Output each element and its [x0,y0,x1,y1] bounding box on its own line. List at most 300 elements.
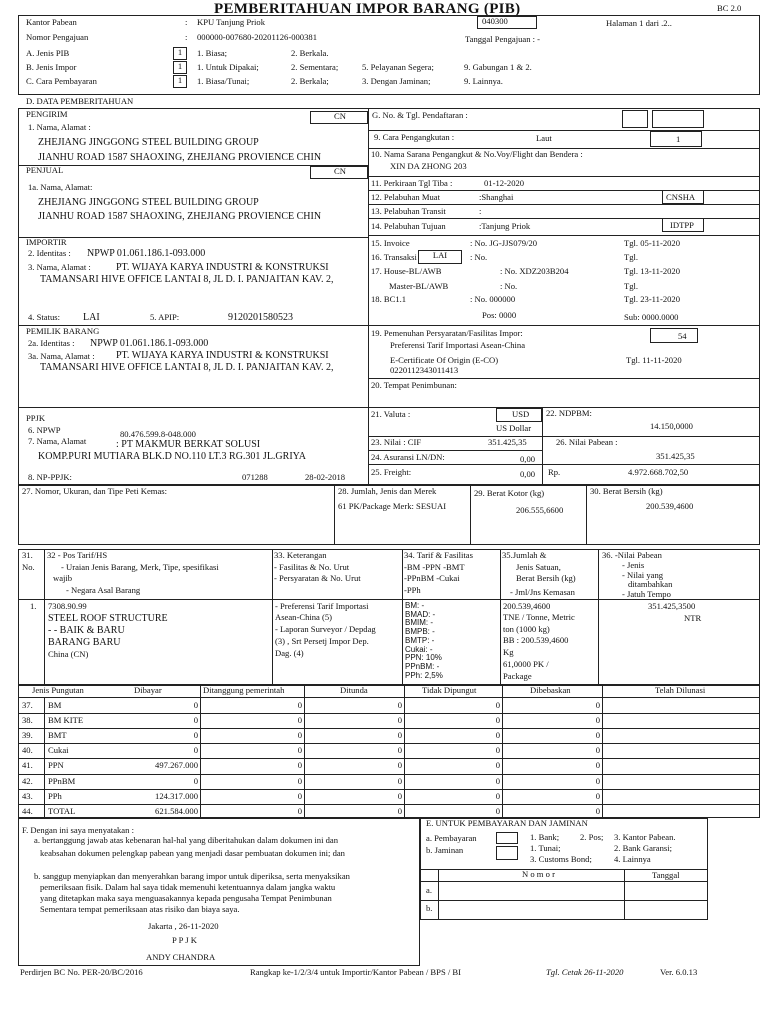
tax-cell: 0 [193,745,198,756]
field-15-tgl: Tgl. 05-11-2020 [624,238,681,248]
divider [598,549,599,685]
divider [542,407,543,485]
tax-header: Ditunda [340,685,368,695]
field-23: 23. Nilai : CIF [371,437,422,447]
goods-qty: Package [503,671,532,681]
tax-cell: 0 [297,790,302,801]
section-divider [368,108,369,485]
divider [272,549,273,685]
footer-regulation: Perdirjen BC No. PER-20/BC/2016 [20,967,143,977]
col-35c: Berat Bersih (kg) [516,573,576,583]
payment-option: 1. Bank; [530,832,560,842]
tarif-item: BMAD: - [405,609,436,619]
divider [18,697,760,698]
field-30-value: 200.539,4600 [646,501,694,511]
field-11-value: 01-12-2020 [484,178,525,188]
col-36c: - Nilai yang [622,570,664,580]
jenis-pib-box: 1 [173,47,187,60]
tax-row-divider [18,789,760,790]
field-19-code-box [650,328,698,343]
tarif-item: Cukai: - [405,644,433,654]
field-19-value: Preferensi Tarif Importasi Asean-China [390,340,526,350]
field-21-name: US Dollar [496,423,532,433]
importir-name-label: 3. Nama, Alamat : [28,262,91,272]
penjual-name-label: 1a. Nama, Alamat: [28,182,93,192]
payment-option: 3. Customs Bond; [530,854,592,864]
tax-cell: 0 [495,745,500,756]
pengirim-name-label: 1. Nama, Alamat : [28,122,91,132]
col-33: 33. Keterangan [274,550,327,560]
kantor-value: KPU Tanjung Priok [197,17,265,27]
declaration-b1: b. sanggup menyiapkan dan menyerahkan barang impor untuk diperiksa, serta menyaksikan [34,871,350,881]
tax-cell: 0 [595,715,600,726]
importir-apip: 9120201580523 [228,312,293,323]
col-36e: - Jatuh Tempo [622,589,671,599]
penjual-address: JIANHU ROAD 1587 SHAOXING, ZHEJIANG PROVIENCE CHIN [38,211,322,222]
importir-status: LAI [83,312,100,323]
jenis-impor-opt: 5. Pelayanan Segera; [362,62,434,72]
g-box [622,110,648,128]
col-33b: - Fasilitas & No. Urut [274,562,350,572]
penjual-name: ZHEJIANG JINGGONG STEEL BUILDING GROUP [38,197,259,208]
payment-option: 2. Pos; [580,832,604,842]
col-34d: -PPh [404,585,421,595]
goods-ket: - Preferensi Tarif Importasi [275,601,369,611]
payment-a-box [496,832,518,844]
field-29: 29. Berat Kotor (kg) [474,488,545,498]
field-21-value: USD [512,409,530,419]
tax-cell: 0 [297,715,302,726]
field-18-tgl: Tgl. 23-11-2020 [624,294,681,304]
field-9: 9. Cara Pengangkutan : [374,132,455,142]
tax-row-number: 40. [22,745,33,756]
tarif-item: BMTP: - [405,635,435,645]
tarif-item: BMIM: - [405,618,433,628]
tarif-item: BM: - [405,601,425,610]
pemilik-title: PEMILIK BARANG [26,326,100,336]
field-12: 12. Pelabuhan Muat [371,192,440,202]
importir-apip-label: 5. APIP: [150,312,180,322]
col-34c: -PPnBM -Cukai [404,573,460,583]
tarif-item: PPnBM: - [405,661,440,671]
section-d-title: D. DATA PEMBERITAHUAN [26,96,134,106]
ppjk-address: KOMP.PURI MUTIARA BLK.D NO.110 LT.3 RG.301 JL.GRIYA [38,451,306,462]
colon: : [185,17,188,27]
divider [420,881,708,882]
field-24: 24. Asuransi LN/DN: [371,452,445,462]
field-9-value: Laut [536,133,552,143]
importir-id-label: 2. Identitas : [28,248,71,258]
cara-bayar-opt: 2. Berkala; [291,76,329,86]
tarif-item: BMPB: - [405,627,435,637]
ppjk-np: 071288 [242,472,268,482]
tax-row-name: PPh [48,790,62,801]
field-12-value: :Shanghai [479,192,514,202]
divider [18,237,368,238]
declaration-b4: Sementara tempat pemeriksaan atas risiko dan biaya saya. [40,904,240,914]
goods-qty: 61,0000 PK / [503,659,549,669]
cara-bayar-opt: 1. Biasa/Tunai; [197,76,250,86]
goods-hs: 7308.90.99 [48,601,87,611]
field-18-pos: Pos: 0000 [482,310,517,320]
col-32: 32 - Pos Tarif/HS [47,550,108,560]
field-9-code: 1 [676,134,681,144]
cara-bayar-opt: 9. Lainnya. [464,76,503,86]
col-35b: Jenis Satuan, [516,562,561,572]
tax-header: Tidak Dipungut [422,685,477,695]
tax-header: Ditanggung pemerintah [203,685,285,695]
field-10-value: XIN DA ZHONG 203 [390,161,467,171]
divider [602,685,603,818]
col-32c: wajib [53,573,73,583]
pemilik-name: PT. WIJAYA KARYA INDUSTRI & KONSTRUKSI [116,350,329,361]
goods-no: 1. [30,601,37,611]
tax-cell: 0 [297,745,302,756]
tax-row-name: PPnBM [48,775,76,786]
importir-id: NPWP 01.061.186.1-093.000 [87,248,206,259]
penjual-country: CN [334,166,346,176]
divider [368,235,760,236]
tax-cell: 0 [397,715,402,726]
payment-option: 1. Tunai; [530,843,561,853]
tax-row-number: 37. [22,700,33,710]
divider [368,176,760,177]
tax-cell: 0 [193,730,198,741]
field-16-tgl: Tgl. [624,252,639,262]
field-23-value: 351.425,35 [488,437,527,447]
tax-header: Dibebaskan [530,685,571,695]
goods-desc: STEEL ROOF STRUCTURE [48,613,168,624]
tax-row-name: PPN [48,760,64,771]
tax-row-divider [18,758,760,759]
field-17m-no: : No. [500,281,518,291]
tax-cell: 621.584.000 [155,805,198,816]
field-16-no: : No. [470,252,488,262]
divider [420,900,708,901]
field-22: 22. NDPBM: [546,408,592,418]
divider [368,378,760,379]
declaration-signer: ANDY CHANDRA [146,952,216,962]
declaration-place-date: Jakarta , 26-11-2020 [148,921,219,931]
tax-cell: 0 [297,805,302,816]
ppjk-np-date: 28-02-2018 [305,472,346,482]
field-14: 14. Pelabuhan Tujuan [371,221,446,231]
tax-cell: 0 [297,730,302,741]
declaration-a2: keabsahan dokumen pelengkap pabean yang menjadi dasar pembuatan dokumen ini; dan [40,848,345,858]
divider [44,549,45,685]
field-22-value: 14.150,0000 [650,421,693,431]
tax-row-divider [18,728,760,729]
col-33c: - Persyaratan & No. Urut [274,573,361,583]
field-11: 11. Perkiraan Tgl Tiba : [371,178,453,188]
tax-cell: 0 [193,775,198,786]
divider [368,204,760,205]
goods-desc: BARANG BARU [48,637,121,648]
cara-bayar-label: C. Cara Pembayaran [26,76,97,86]
field-18-no: : No. 000000 [470,294,516,304]
divider [334,485,335,545]
tax-row-number: 43. [22,790,33,801]
field-16: 16. Transaksi [371,252,417,262]
goods-jenis: NTR [684,613,702,623]
col-36b: - Jenis [622,560,645,570]
divider [304,685,305,818]
tax-header: Dibayar [134,685,162,695]
tax-row-number: 39. [22,730,33,741]
nomor-label: Nomor Pengajuan [26,32,89,42]
tax-cell: 0 [495,805,500,816]
g-box [652,110,704,128]
payment-a-label: a. Pembayaran [426,833,477,843]
pengirim-title: PENGIRIM [26,109,68,119]
tax-cell: 0 [397,700,402,710]
tax-row-number: 44. [22,805,33,816]
field-26-value: 351.425,35 [656,451,695,461]
divider [502,685,503,818]
jenis-impor-label: B. Jenis Impor [26,62,77,72]
rp-value: 4.972.668.702,50 [628,467,689,477]
tax-row-divider [18,743,760,744]
divider [586,485,587,545]
field-19-cert-tgl: Tgl. 11-11-2020 [626,355,682,365]
pemilik-id: NPWP 01.061.186.1-093.000 [90,338,209,349]
declaration-org: P P J K [172,935,197,945]
tax-cell: 497.267.000 [155,760,198,771]
tax-row-name: BMT [48,730,67,741]
field-17-tgl: Tgl. 13-11-2020 [624,266,681,276]
field-18: 18. BC1.1 [371,294,407,304]
tax-cell: 0 [495,790,500,801]
field-15-no: : No. JG-JJS079/20 [470,238,538,248]
tax-cell: 0 [397,790,402,801]
col-36d: ditambahkan [628,579,673,589]
col-36: 36. -Nilai Pabean [602,550,662,560]
goods-ket: (3) , Srt Persetj Impor Dep. [275,636,369,646]
kantor-label: Kantor Pabean [26,17,77,27]
goods-desc: - - BAIK & BARU [48,625,125,636]
tax-row-number: 42. [22,775,33,786]
field-25: 25. Freight: [371,467,412,477]
col-35d: - Jml/Jns Kemasan [510,587,575,597]
tax-row-number: 41. [22,760,33,771]
tax-cell: 0 [193,700,198,710]
field-30: 30. Berat Bersih (kg) [590,486,663,496]
payment-b-label: b. Jaminan [426,845,464,855]
tax-cell: 0 [397,730,402,741]
col-35: 35.Jumlah & [502,550,547,560]
col-31b: No. [22,562,35,572]
goods-ket: Dag. (4) [275,648,304,658]
footer-version: Ver. 6.0.13 [660,967,698,977]
goods-qty: 200.539,4600 [503,601,551,611]
field-26: 26. Nilai Pabean : [556,437,618,447]
divider [470,485,471,545]
ppjk-name: : PT MAKMUR BERKAT SOLUSI [116,439,261,450]
field-17-master: Master-BL/AWB [389,281,449,291]
importir-status-label: 4. Status: [28,312,60,322]
importir-name: PT. WIJAYA KARYA INDUSTRI & KONSTRUKSI [116,262,329,273]
field-27: 27. Nomor, Ukuran, dan Tipe Peti Kemas: [22,486,168,496]
tax-cell: 0 [595,775,600,786]
goods-tarif-list [405,602,443,680]
jenis-pib-opt: 2. Berkala. [291,48,329,58]
tax-cell: 0 [595,805,600,816]
col-32d: - Negara Asal Barang [66,585,141,595]
document-title: PEMBERITAHUAN IMPOR BARANG (PIB) [214,1,521,17]
field-17: 17. House-BL/AWB [371,266,442,276]
goods-nilai: 351.425,3500 [648,601,696,611]
declaration-b3: yang ditetapkan maka saya menguasakannya kepada pengusaha Tempat Penimbunan [40,893,332,903]
col-32b: - Uraian Jenis Barang, Merk, Tipe, spesifikasi [61,562,219,572]
field-28: 28. Jumlah, Jenis dan Merek [338,486,437,496]
footer-copies: Rangkap ke-1/2/3/4 untuk Importir/Kantor Pabean / BPS / BI [250,967,462,977]
ppjk-npwp-label: 6. NPWP [28,425,61,435]
tax-cell: 0 [495,775,500,786]
col-31: 31. [22,550,33,560]
payment-nomor-header: N o m o r [522,869,555,879]
penjual-title: PENJUAL [26,165,64,175]
goods-qty: TNE / Tonne, Metric [503,612,575,622]
payment-title: E. UNTUK PEMBAYARAN DAN JAMINAN [426,818,588,828]
payment-tanggal-header: Tanggal [652,870,680,880]
divider [200,685,201,818]
field-17m-tgl: Tgl. [624,281,639,291]
field-16-box: LAI [418,250,462,264]
divider [368,464,760,465]
goods-ket: - Laporan Surveyor / Depdag [275,624,376,634]
field-g: G. No. & Tgl. Pendaftaran : [372,110,468,120]
col-34b: -BM -PPN -BMT [404,562,465,572]
field-21: 21. Valuta : [371,409,411,419]
declaration-b2: pemeriksaan fisik. Dalam hal saya tidak memenuhi ketentuannya dalam jangka waktu [40,882,336,892]
tax-header: Jenis Pungutan [32,685,84,695]
divider [368,325,760,326]
nomor-value: 000000-007680-20201126-000381 [197,32,317,42]
kppbc-code: 040300 [482,16,508,26]
tax-row-divider [18,713,760,714]
payment-option: 4. Lainnya [614,854,651,864]
tax-cell: 0 [397,805,402,816]
field-19-cert: E-Certificate Of Origin (E-CO) [390,355,499,365]
tax-cell: 0 [495,730,500,741]
tax-row-divider [18,774,760,775]
payment-row-b: b. [426,903,433,913]
field-15: 15. Invoice [371,238,410,248]
tax-row-name: BM KITE [48,715,84,726]
field-14-value: :Tanjung Priok [479,221,531,231]
goods-qty: Kg [503,647,514,657]
tax-cell: 0 [495,715,500,726]
ppjk-title: PPJK [26,413,46,423]
pemilik-name-label: 3a. Nama, Alamat : [28,351,95,361]
jenis-impor-opt: 2. Sementara; [291,62,339,72]
field-13-value: : [479,206,482,216]
tax-cell: 124.317.000 [155,790,198,801]
tax-row-name: Cukai [48,745,69,756]
divider [368,450,542,451]
field-18-sub: Sub: 0000.0000 [624,312,679,322]
divider [438,869,439,920]
field-12-code: CNSHA [666,192,696,202]
field-28-value: 61 PK/Package Merk: SESUAI [338,501,447,511]
field-14-code: IDTPP [670,220,694,230]
tax-cell: 0 [297,775,302,786]
cara-bayar-opt: 3. Dengan Jaminan; [362,76,431,86]
tax-row-name: TOTAL [48,805,76,816]
goods-qty: BB : 200.539,4600 [503,635,569,645]
tax-cell: 0 [297,760,302,771]
divider [624,869,625,920]
tax-cell: 0 [595,790,600,801]
payment-b-box [496,846,518,860]
tax-cell: 0 [397,775,402,786]
pengirim-name: ZHEJIANG JINGGONG STEEL BUILDING GROUP [38,137,259,148]
field-20: 20. Tempat Penimbunan: [371,380,457,390]
ppjk-name-label: 7. Nama, Alamat [28,436,87,446]
payment-option: 2. Bank Garansi; [614,843,672,853]
field-13: 13. Pelabuhan Transit [371,206,446,216]
declaration-title: F. Dengan ini saya menyatakan : [22,825,134,835]
rp-label: Rp. [548,467,561,477]
pemilik-id-label: 2a. Identitas : [28,338,75,348]
field-17-no: : No. XDZ203B204 [500,266,569,276]
colon: : [185,32,188,42]
payment-row-a: a. [426,885,432,895]
divider [18,407,368,408]
tanggal-pengajuan: Tanggal Pengajuan : - [465,34,541,44]
form-code: BC 2.0 [717,3,742,13]
field-19-cert-no: 0220112343011413 [390,365,459,375]
tax-cell: 0 [193,715,198,726]
field-29-value: 206.555,6600 [516,505,564,515]
declaration-a1: a. bertanggung jawab atas kebenaran hal-hal yang diberitahukan dalam dokumen ini dan [34,835,339,845]
divider [500,549,501,685]
jenis-pib-opt: 1. Biasa; [197,48,228,58]
page-indicator: Halaman 1 dari .2.. [606,18,672,28]
field-19: 19. Pemenuhan Persyaratan/Fasilitas Impor: [371,328,523,338]
pemilik-address: TAMANSARI HIVE OFFICE LANTAI 8, JL D. I. PANJAITAN KAV. 2, [40,362,334,373]
tax-cell: 0 [297,700,302,710]
tax-cell: 0 [397,745,402,756]
goods-origin: China (CN) [48,649,89,659]
goods-ket: Asean-China (5) [275,612,333,622]
ppjk-np-label: 8. NP-PPJK: [28,472,72,482]
field-25-value: 0,00 [520,469,536,479]
jenis-impor-opt: 1. Untuk Dipakai; [197,62,259,72]
tax-cell: 0 [595,700,600,710]
tax-cell: 0 [495,700,500,710]
pengirim-country: CN [334,111,346,121]
col-34: 34. Tarif & Fasilitas [404,550,473,560]
field-24-value: 0,00 [520,454,536,464]
cara-bayar-box: 1 [173,75,187,88]
tax-header: Telah Dilunasi [655,685,706,695]
jenis-impor-opt: 9. Gabungan 1 & 2. [464,62,532,72]
jenis-impor-box: 1 [173,61,187,74]
tax-cell: 0 [595,730,600,741]
tarif-item: PPN: 10% [405,653,442,663]
jenis-pib-label: A. Jenis PIB [26,48,70,58]
field-10: 10. Nama Sarana Pengangkut & No.Voy/Flight dan Bendera : [371,149,583,159]
tarif-item: PPh: 2,5% [405,670,443,680]
importir-title: IMPORTIR [26,237,67,247]
tax-cell: 0 [595,760,600,771]
footer-print-date: Tgl. Cetak 26-11-2020 [546,967,624,977]
tax-cell: 0 [595,745,600,756]
ppjk-npwp: 80.476.599.8-048.000 [120,429,196,439]
payment-option: 3. Kantor Pabean. [614,832,676,842]
tax-cell: 0 [397,760,402,771]
